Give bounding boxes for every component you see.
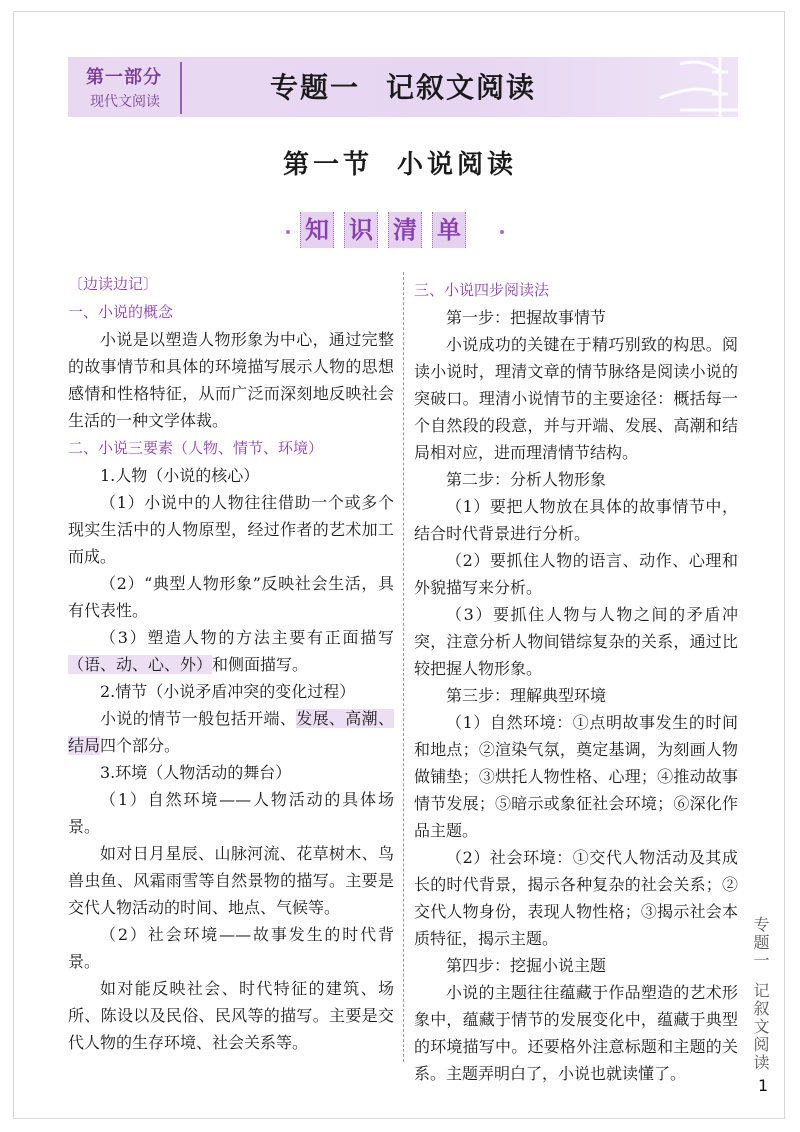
left-column <box>68 270 394 1056</box>
side-chapter-label <box>748 916 772 1072</box>
paragraph <box>68 624 394 678</box>
heading-elements: 二、小说三要素（人物、情节、环境） <box>68 439 324 457</box>
paragraph: （2）社会环境——故事发生的时代背景。 <box>68 925 394 971</box>
chapter-title <box>270 66 536 106</box>
text-run: 小说的情节一般包括开端、 <box>100 709 297 728</box>
text-run: （3）塑造人物的方法主要有正面描写 <box>100 628 394 647</box>
paragraph: 如对日月星辰、山脉河流、花草树木、鸟兽虫鱼、风霜雨雪等自然景物的描写。主要是交代人物活动的时间、地点、气候等。 <box>68 844 394 917</box>
side-label-chapter: 专题一 <box>751 916 770 970</box>
section-name: 小说阅读 <box>397 150 518 180</box>
paragraph: （1）要把人物放在具体的故事情节中，结合时代背景进行分析。 <box>414 497 738 543</box>
banner-char: 单 <box>432 212 466 248</box>
page-number: 1 <box>758 1076 769 1095</box>
paragraph: 小说是以塑造人物形象为中心，通过完整的故事情节和具体的环境描写展示人物的思想感情和性格特征，从而广泛而深刻地反映社会生活的一种文学体裁。 <box>68 330 394 430</box>
step-title: 第三步：理解典型环境 <box>446 686 607 705</box>
step-title: 第一步：把握故事情节 <box>446 308 607 327</box>
paragraph: 3.环境（人物活动的舞台） <box>100 763 292 782</box>
right-column <box>414 276 738 1087</box>
paragraph: （1）小说中的人物往往借助一个或多个现实生活中的人物原型，经过作者的艺术加工而成。 <box>68 493 394 566</box>
paragraph: （2）要抓住人物的语言、动作、心理和外貌描写来分析。 <box>414 551 738 597</box>
paragraph: 小说的主题往往蕴藏于作品塑造的艺术形象中，蕴藏于情节的发展变化中，蕴藏于典型的环境描写中。还要格外注意标题和主题的关系。主题弄明白了，小说也就读懂了。 <box>414 983 738 1083</box>
banner-dot <box>500 230 504 234</box>
banner-char: 知 <box>300 212 334 248</box>
section-label: 第一节 <box>282 150 373 180</box>
chapter-label: 专题一 <box>270 71 361 104</box>
paragraph: （1）自然环境：①点明故事发生的时间和地点；②渲染气氛，奠定基调，为刻画人物做铺垫；③烘托人物性格、心理；④推动故事情节发展；⑤暗示或象征社会环境；⑥深化作品主题。 <box>414 713 738 840</box>
paragraph: 2.情节（小说矛盾冲突的变化过程） <box>100 682 356 701</box>
banner-dot <box>286 230 290 234</box>
section-title <box>0 144 800 181</box>
paragraph: （3）要抓住人物与人物之间的矛盾冲突，注意分析人物间错综复杂的关系，通过比较把握人物形象。 <box>414 605 738 678</box>
column-divider <box>403 272 404 1062</box>
chapter-name: 记叙文阅读 <box>386 71 537 104</box>
paragraph: （1）自然环境——人物活动的具体场景。 <box>68 790 394 836</box>
paragraph <box>68 705 394 759</box>
step-title: 第四步：挖掘小说主题 <box>446 956 607 975</box>
banner-char: 清 <box>388 212 422 248</box>
highlighted-text: （语、动、心、外） <box>68 655 213 674</box>
paragraph: 如对能反映社会、时代特征的建筑、场所、陈设以及民俗、民风等的描写。主要是交代人物的生存环境、社会关系等。 <box>68 979 394 1052</box>
part-title: 第一部分 <box>86 67 162 88</box>
knowledge-list-banner <box>300 212 466 248</box>
part-box <box>76 62 182 114</box>
paragraph: （2）社会环境：①交代人物活动及其成长的时代背景，揭示各种复杂的社会关系；②交代人物身份，表现人物性格；③揭示社会本质特征，揭示主题。 <box>414 848 738 948</box>
paragraph: 小说成功的关键在于精巧别致的构思。阅读小说时，理清文章的情节脉络是阅读小说的突破口。理清小说情节的主要途径：概括每一个自然段的段意，并与开端、发展、高潮和结局相对应，进而理清情节结构。 <box>414 335 738 462</box>
text-run: 和侧面描写。 <box>212 655 309 674</box>
text-run: 四个部分。 <box>100 736 181 755</box>
paragraph: （2）“典型人物形象”反映社会生活，具有代表性。 <box>68 574 394 620</box>
paragraph: 1.人物（小说的核心） <box>100 466 260 485</box>
side-label-title: 记叙文阅读 <box>751 982 770 1072</box>
bamboo-decoration-icon <box>650 52 745 122</box>
heading-concept: 一、小说的概念 <box>68 303 174 321</box>
step-title: 第二步：分析人物形象 <box>446 470 607 489</box>
margin-note-tag: 〔边读边记〕 <box>68 275 159 293</box>
heading-four-steps: 三、小说四步阅读法 <box>414 281 550 299</box>
part-subtitle: 现代文阅读 <box>90 94 160 110</box>
highlighted-text: 发展、高潮、结局 <box>68 709 394 755</box>
banner-char: 识 <box>344 212 378 248</box>
